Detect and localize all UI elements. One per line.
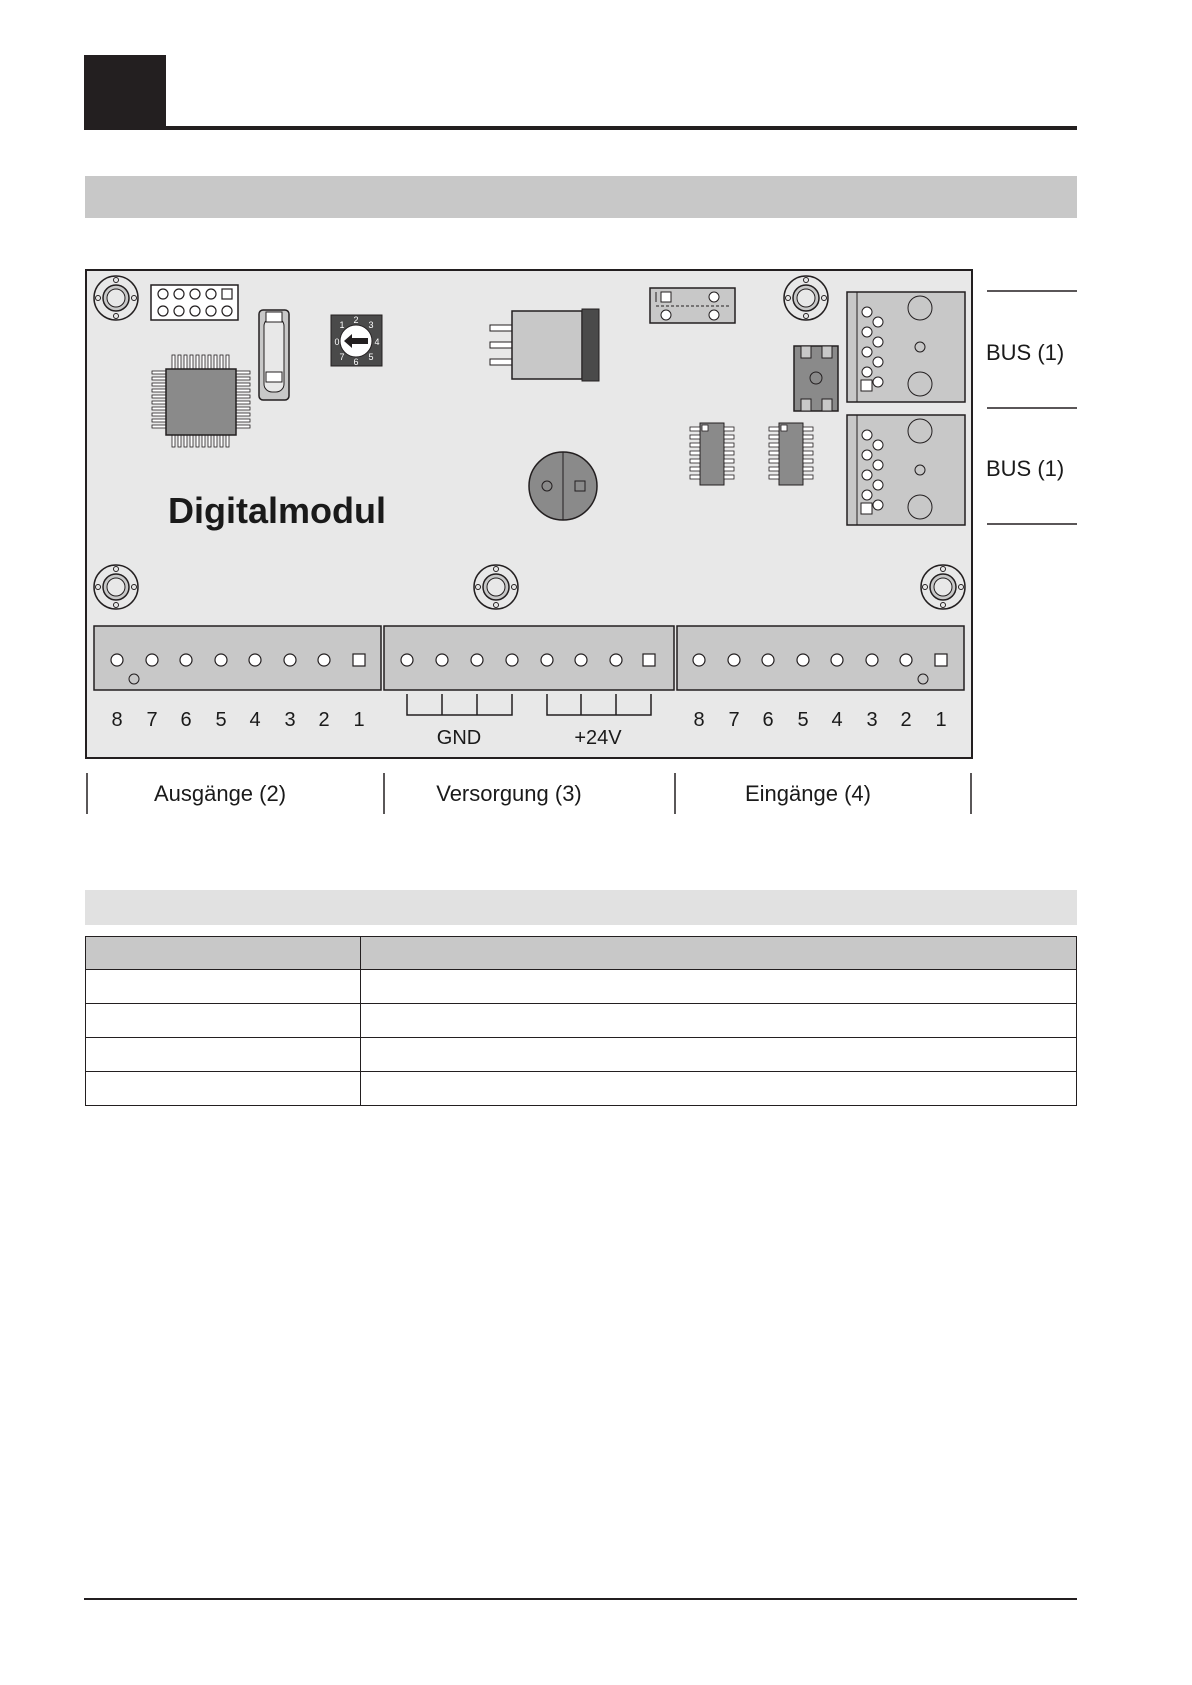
dial-digit: 3 bbox=[368, 320, 374, 330]
bus-label-bottom: BUS (1) bbox=[986, 456, 1065, 481]
table-header-cell bbox=[361, 937, 1077, 970]
bus-connector-top bbox=[847, 292, 965, 402]
table-row bbox=[86, 1038, 1077, 1072]
table-cell bbox=[361, 970, 1077, 1004]
dial-digit: 2 bbox=[353, 315, 359, 325]
table-cell bbox=[86, 1038, 361, 1072]
input-pin-number: 1 bbox=[935, 709, 947, 731]
input-pin-number: 5 bbox=[797, 709, 809, 731]
table-cell bbox=[86, 970, 361, 1004]
table-cell bbox=[86, 1004, 361, 1038]
footer-rule bbox=[84, 1598, 1077, 1600]
input-pin-number: 2 bbox=[900, 709, 912, 731]
rotary-address-switch bbox=[331, 315, 382, 367]
output-pin-number: 5 bbox=[215, 709, 227, 731]
board-title: Digitalmodul bbox=[168, 490, 386, 531]
buzzer bbox=[529, 452, 597, 520]
group-label-supply: Versorgung (3) bbox=[436, 781, 582, 806]
table-cell bbox=[361, 1004, 1077, 1038]
bus-connector-bottom bbox=[847, 415, 965, 525]
output-pin-number: 6 bbox=[180, 709, 192, 731]
output-pin-number: 4 bbox=[249, 709, 261, 731]
input-pin-number: 6 bbox=[762, 709, 774, 731]
output-pin-number: 8 bbox=[111, 709, 123, 731]
terminal-block-inputs bbox=[677, 626, 964, 690]
table-header-row bbox=[86, 937, 1077, 970]
table-cell bbox=[361, 1072, 1077, 1106]
terminal-block-supply bbox=[384, 626, 674, 690]
output-pin-number: 7 bbox=[146, 709, 158, 731]
group-label-inputs: Eingänge (4) bbox=[745, 781, 871, 806]
table-cell bbox=[86, 1072, 361, 1106]
mounting-hole-bottom-center bbox=[474, 565, 518, 609]
microcontroller-chip bbox=[152, 355, 250, 447]
dial-digit: 1 bbox=[339, 320, 345, 330]
output-pin-number: 3 bbox=[284, 709, 296, 731]
dial-digit: 7 bbox=[339, 352, 345, 362]
sot-component bbox=[794, 346, 838, 411]
dial-digit: 6 bbox=[353, 357, 359, 367]
table-cell bbox=[361, 1038, 1077, 1072]
table-row bbox=[86, 1072, 1077, 1106]
v24-label: +24V bbox=[574, 727, 622, 749]
mounting-hole-top-left bbox=[94, 276, 138, 320]
group-label-outputs: Ausgänge (2) bbox=[153, 781, 287, 806]
pin-header bbox=[151, 285, 238, 320]
dial-digit: 5 bbox=[368, 352, 374, 362]
spec-table bbox=[85, 936, 1077, 1106]
input-pin-number: 4 bbox=[831, 709, 843, 731]
terminal-block-outputs bbox=[94, 626, 381, 690]
jumper-block bbox=[650, 288, 735, 323]
table-heading-band bbox=[85, 890, 1077, 925]
table-header-cell bbox=[86, 937, 361, 970]
table-row bbox=[86, 970, 1077, 1004]
digitalmodul-diagram bbox=[0, 0, 1192, 830]
input-pin-number: 8 bbox=[693, 709, 705, 731]
output-pin-number: 2 bbox=[318, 709, 330, 731]
mounting-hole-top-right bbox=[784, 276, 828, 320]
bus-label-top: BUS (1) bbox=[986, 340, 1065, 365]
gnd-label: GND bbox=[436, 727, 482, 749]
mounting-hole-bottom-left bbox=[94, 565, 138, 609]
crystal-oscillator bbox=[259, 310, 289, 400]
table-row bbox=[86, 1004, 1077, 1038]
mounting-hole-bottom-right bbox=[921, 565, 965, 609]
input-pin-number: 7 bbox=[728, 709, 740, 731]
dial-digit: 4 bbox=[374, 337, 380, 347]
input-pin-number: 3 bbox=[866, 709, 878, 731]
dial-digit: 0 bbox=[334, 337, 340, 347]
output-pin-number: 1 bbox=[353, 709, 365, 731]
